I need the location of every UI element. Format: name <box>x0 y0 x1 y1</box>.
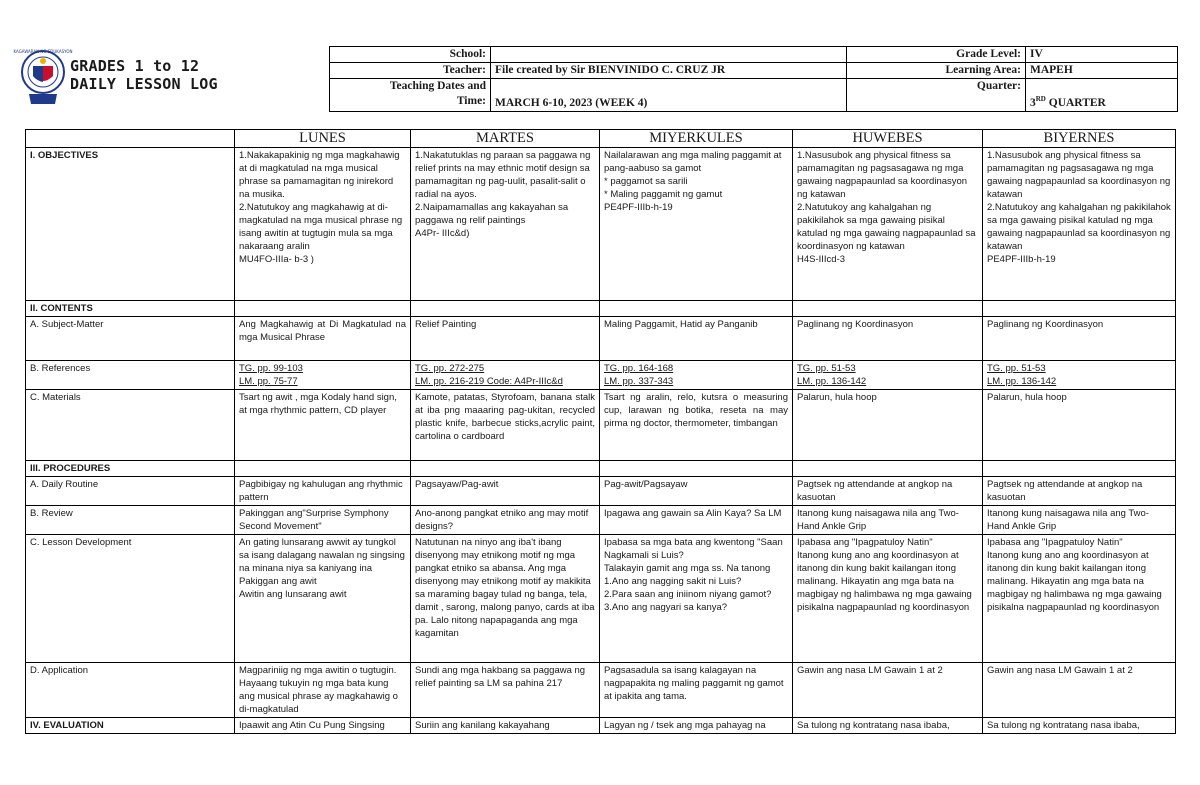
application-cell: Pagsasadula sa isang kalagayan na nagpapakita ng maling paggamit ng gamot at ipakita ang tama. <box>600 663 793 718</box>
subject-cell: Maling Paggamit, Hatid ay Panganib <box>600 317 793 361</box>
application-cell: Gawin ang nasa LM Gawain 1 at 2 <box>983 663 1176 718</box>
references-cell: TG. pp. 164-168 LM. pp. 337-343 <box>600 361 793 390</box>
evaluation-label: IV. EVALUATION <box>26 718 235 734</box>
application-cell: Gawin ang nasa LM Gawain 1 at 2 <box>793 663 983 718</box>
references-cell: TG. pp. 272-275 LM. pp. 216-219 Code: A4Pr-IIIc&d <box>411 361 600 390</box>
review-cell: Pakinggan ang"Surprise Symphony Second Movement" <box>235 506 411 535</box>
materials-cell: Palarun, hula hoop <box>983 390 1176 461</box>
application-cell: Magpariniig ng mga awitin o tugtugin. Hayaang tukuyin ng mga bata kung ang musical phrase ay magkahawig o di-magkatulad <box>235 663 411 718</box>
objectives-cell: 1.Nasusubok ang physical fitness sa pamamagitan ng pagsasagawa ng mga gawaing nagpapaunlad sa koordinasyon ng katawan 2.Natutukoy ang kahalgahan ng pakikilahok sa mga gawaing pisikal katulad ng mga gawaing nagpapaunlad sa koordinasyon ng katawan PE4PF-IIIb-h-19 <box>983 148 1176 301</box>
corner-cell <box>26 130 235 148</box>
evaluation-cell: Lagyan ng / tsek ang mga pahayag na <box>600 718 793 734</box>
area-label: Learning Area: <box>847 63 1026 79</box>
document-title <box>70 57 218 93</box>
evaluation-row <box>26 718 1176 734</box>
subject-cell: Paglinang ng Koordinasyon <box>793 317 983 361</box>
area-value: MAPEH <box>1026 63 1178 79</box>
materials-cell: Tsart ng aralin, relo, kutsra o measuring cup, larawan ng botika, reseta na may pirma ng doctor, thermometer, timbangan <box>600 390 793 461</box>
objectives-cell: 1.Nakakapakinig ng mga magkahawig at di magkatulad na mga musical phrase sa pamamagitan ng inirekord na musika. 2.Natutukoy ang magkahawig at di-magkatulad na mga musical phrase ng isang awitin at tugtugin mula sa mga nakaraang aralin MU4FO-IIIa- b-3 ) <box>235 148 411 301</box>
routine-cell: Pagtsek ng attendande at angkop na kasuotan <box>793 477 983 506</box>
routine-cell: Pagsayaw/Pag-awit <box>411 477 600 506</box>
development-cell: Ipabasa ang "Ipagpatuloy Natin" Itanong kung ano ang koordinasyon at itanong din kung bakit kailangan itong malinang. Hikayatin ang mga bata na magbigay ng halimbawa ng mga gawaing pisikalna nagpapaunlad ng koordinasyon <box>793 535 983 663</box>
objectives-label: I. OBJECTIVES <box>26 148 235 301</box>
subject-cell: Relief Painting <box>411 317 600 361</box>
review-cell: Ano-anong pangkat etniko ang may motif designs? <box>411 506 600 535</box>
application-row <box>26 663 1176 718</box>
application-cell: Sundi ang mga hakbang sa paggawa ng relief painting sa LM sa pahina 217 <box>411 663 600 718</box>
day-header-huwebes: HUWEBES <box>793 130 983 148</box>
procedures-row <box>26 461 1176 477</box>
evaluation-cell: Sa tulong ng kontratang nasa ibaba, <box>793 718 983 734</box>
contents-label: II. CONTENTS <box>26 301 235 317</box>
references-row <box>26 361 1176 390</box>
teacher-value: File created by Sir BIENVINIDO C. CRUZ JR <box>491 63 847 79</box>
title-line-2: DAILY LESSON LOG <box>70 75 218 93</box>
references-cell: TG. pp. 51-53 LM. pp. 136-142 <box>983 361 1176 390</box>
evaluation-cell: Suriin ang kanilang kakayahang <box>411 718 600 734</box>
references-cell: TG. pp. 99-103 LM. pp. 75-77 <box>235 361 411 390</box>
quarter-value: 3RD QUARTER <box>1026 79 1178 112</box>
materials-cell: Tsart ng awit , mga Kodaly hand sign, at mga rhythmic pattern, CD player <box>235 390 411 461</box>
development-cell: An gating lunsarang awwit ay tungkol sa isang dalagang nawalan ng singsing na minana niya sa kaniyang ina Pakiggan ang awit Awitin ang lunsarang awit <box>235 535 411 663</box>
objectives-cell: 1.Nasusubok ang physical fitness sa pamamagitan ng pagsasagawa ng mga gawaing nagpapaunlad sa koordinasyon ng katawan 2.Natutukoy ang kahalgahan ng pakikilahok sa mga gawaing pisikal katulad ng mga gawaing nagpapaunlad sa koordinasyon ng katawan H4S-IIIcd-3 <box>793 148 983 301</box>
routine-cell: Pagtsek ng attendande at angkop na kasuotan <box>983 477 1176 506</box>
routine-cell: Pagbibigay ng kahulugan ang rhythmic pattern <box>235 477 411 506</box>
application-label: D. Application <box>26 663 235 718</box>
development-row <box>26 535 1176 663</box>
objectives-cell: Nailalarawan ang mga maling paggamit at pang-aabuso sa gamot * paggamot sa sarili * Maling paggamit ng gamut PE4PF-IIIb-h-19 <box>600 148 793 301</box>
day-header-miyerkules: MIYERKULES <box>600 130 793 148</box>
routine-label: A. Daily Routine <box>26 477 235 506</box>
grade-value: IV <box>1026 47 1178 63</box>
subject-cell: Ang Magkahawig at Di Magkatulad na mga Musical Phrase <box>235 317 411 361</box>
review-label: B. Review <box>26 506 235 535</box>
development-cell: Ipabasa sa mga bata ang kwentong "Saan Nagkamali si Luis? Talakayin gamit ang mga ss. Na tanong 1.Ano ang nagging sakit ni Luis? 2.Para saan ang iniinom niyang gamot? 3.Ano ang nagyari sa kanya? <box>600 535 793 663</box>
review-cell: Ipagawa ang gawain sa Alin Kaya? Sa LM <box>600 506 793 535</box>
development-label: C. Lesson Development <box>26 535 235 663</box>
routine-cell: Pag-awit/Pagsayaw <box>600 477 793 506</box>
school-label: School: <box>330 47 491 63</box>
development-cell: Ipabasa ang "Ipagpatuloy Natin" Itanong kung ano ang koordinasyon at itanong din kung bakit kailangan itong malinang. Hikayatin ang mga bata na magbigay ng halimbawa ng mga gawaing pisikalna nagpapaunlad ng koordinasyon <box>983 535 1176 663</box>
materials-row <box>26 390 1176 461</box>
evaluation-cell: Sa tulong ng kontratang nasa ibaba, <box>983 718 1176 734</box>
routine-row <box>26 477 1176 506</box>
development-cell: Natutunan na ninyo ang iba't ibang disenyong may etnikong motif ng mga pangkat etniko sa abansa. Ang mga disenyong may etnikong motif ay makikita sa maraming bagay tulad ng banga, tela, damit , sarong, malong panyo, cards at iba pa. Lalo nitong napapaganda ang mga kagamitan <box>411 535 600 663</box>
day-header-lunes: LUNES <box>235 130 411 148</box>
header-info-table <box>329 46 1178 112</box>
subject-label: A. Subject-Matter <box>26 317 235 361</box>
dates-value: MARCH 6-10, 2023 (WEEK 4) <box>491 79 847 112</box>
references-cell: TG. pp. 51-53 LM. pp. 136-142 <box>793 361 983 390</box>
materials-cell: Palarun, hula hoop <box>793 390 983 461</box>
subject-cell: Paglinang ng Koordinasyon <box>983 317 1176 361</box>
references-label: B. References <box>26 361 235 390</box>
review-row <box>26 506 1176 535</box>
title-line-1: GRADES 1 to 12 <box>70 57 200 75</box>
teacher-label: Teacher: <box>330 63 491 79</box>
contents-row <box>26 301 1176 317</box>
grade-label: Grade Level: <box>847 47 1026 63</box>
review-cell: Itanong kung naisagawa nila ang Two-Hand Ankle Grip <box>793 506 983 535</box>
day-header-martes: MARTES <box>411 130 600 148</box>
day-header-biyernes: BIYERNES <box>983 130 1176 148</box>
dates-label: Teaching Dates and Time: <box>330 79 491 112</box>
procedures-label: III. PROCEDURES <box>26 461 235 477</box>
deped-seal-logo <box>13 46 73 108</box>
objectives-row <box>26 148 1176 301</box>
school-value <box>491 47 847 63</box>
subject-row <box>26 317 1176 361</box>
quarter-label: Quarter: <box>847 79 1026 112</box>
evaluation-cell: Ipaawit ang Atin Cu Pung Singsing <box>235 718 411 734</box>
review-cell: Itanong kung naisagawa nila ang Two-Hand Ankle Grip <box>983 506 1176 535</box>
svg-text:KAGAWARAN NG EDUKASYON: KAGAWARAN NG EDUKASYON <box>13 49 73 54</box>
materials-label: C. Materials <box>26 390 235 461</box>
lesson-log-table <box>25 129 1176 734</box>
objectives-cell: 1.Nakatutuklas ng paraan sa paggawa ng relief prints na may ethnic motif design sa pamamagitan ng pag-uulit, pasalit-salit o radial na ayos. 2.Naipamamallas ang kakayahan sa paggawa ng relif paintings A4Pr- IIIc&d) <box>411 148 600 301</box>
materials-cell: Kamote, patatas, Styrofoam, banana stalk at iba png maaaring pag-ukitan, recycled plastic knife, barbecue sticks,acrylic paint, cartolina o cardboard <box>411 390 600 461</box>
